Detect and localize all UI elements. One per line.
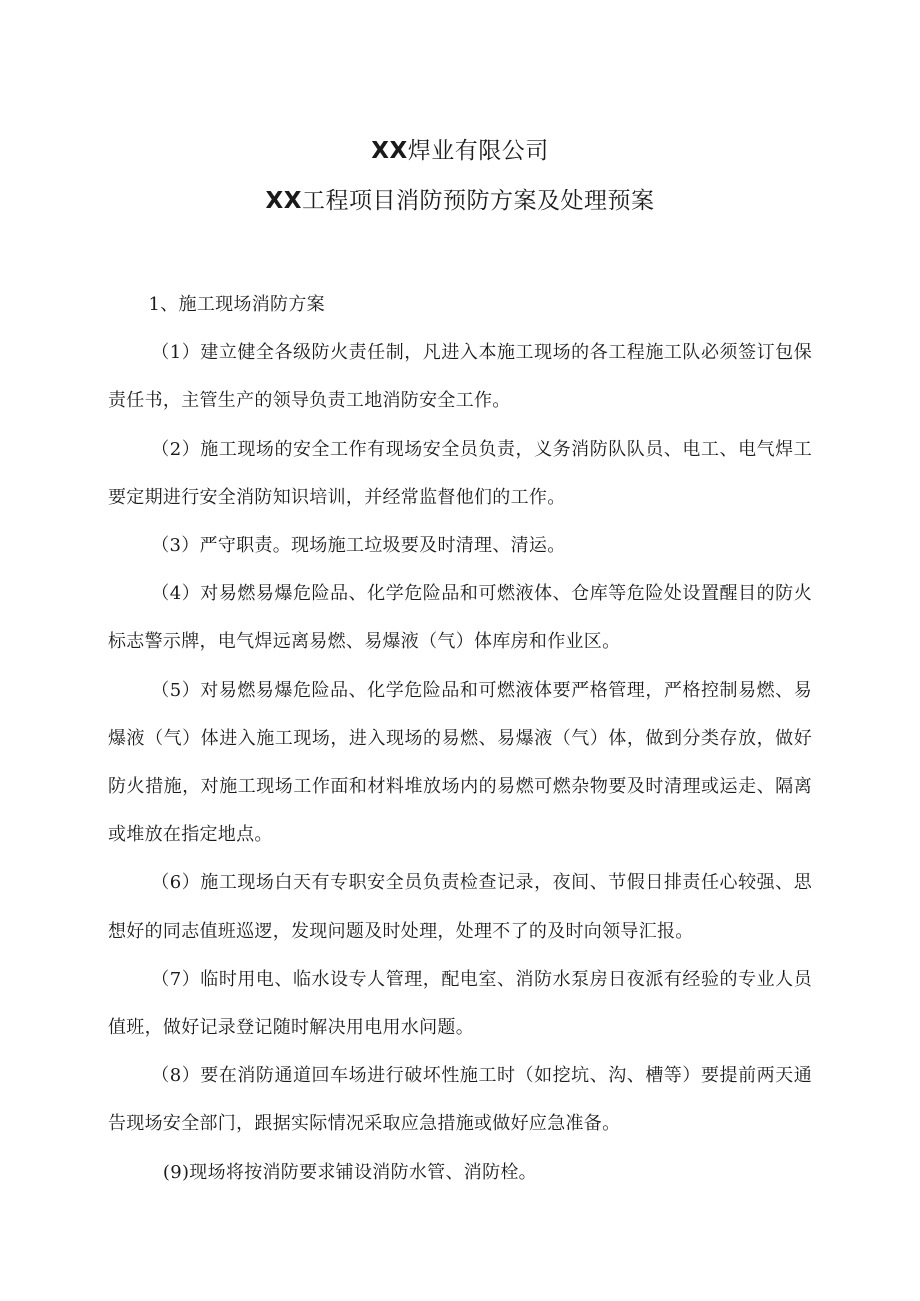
project-prefix: XX (265, 188, 302, 214)
section-heading: 1、施工现场消防方案 (148, 294, 325, 315)
paragraph-2: （2）施工现场的安全工作有现场安全员负责，义务消防队队员、电工、电气焊工要定期进行安全消防知识培训，并经常监督他们的工作。 (108, 438, 812, 508)
company-prefix: XX (371, 138, 408, 164)
paragraph-3: （3）严守职责。现场施工垃圾要及时清理、清运。 (151, 535, 566, 557)
document-body (108, 281, 812, 1197)
paragraph-4: （4）对易燃易爆危险品、化学危险品和可燃液体、仓库等危险处设置醒目的防火标志警示牌，电气焊远离易燃、易爆液（气）体库房和作业区。 (108, 583, 812, 653)
paragraph-7: （7）临时用电、临水设专人管理，配电室、消防水泵房日夜派有经验的专业人员值班，做好记录登记随时解决用电用水问题。 (108, 968, 812, 1039)
project-name: 工程项目消防预防方案及处理预案 (301, 188, 655, 214)
paragraph-1: （1）建立健全各级防火责任制，凡进入本施工现场的各工程施工队必须签订包保责任书，主管生产的领导负责工地消防安全工作。 (108, 342, 812, 412)
paragraph-8: （8）要在消防通道回车场进行破坏性施工时（如挖坑、沟、槽等）要提前两天通告现场安全部门，跟据实际情况采取应急措施或做好应急准备。 (108, 1065, 812, 1135)
paragraph-5: （5）对易燃易爆危险品、化学危险品和可燃液体要严格管理，严格控制易燃、易爆液（气）体进入施工现场，进入现场的易燃、易爆液（气）体，做到分类存放，做好防火措施，对施工现场工作面和材料堆放场内的易燃可燃杂物要及时清理或运走、隔离或堆放在指定地点。 (108, 679, 812, 846)
paragraph-9: (9)现场将按消防要求铺设消防水管、消防栓。 (162, 1161, 537, 1183)
document-title-company (0, 136, 920, 166)
company-name: 焊业有限公司 (407, 138, 549, 164)
paragraph-6: （6）施工现场白天有专职安全员负责检查记录，夜间、节假日排责任心较强、思想好的同志值班巡逻，发现问题及时处理，处理不了的及时向领导汇报。 (108, 872, 812, 942)
document-title-project (0, 186, 920, 216)
